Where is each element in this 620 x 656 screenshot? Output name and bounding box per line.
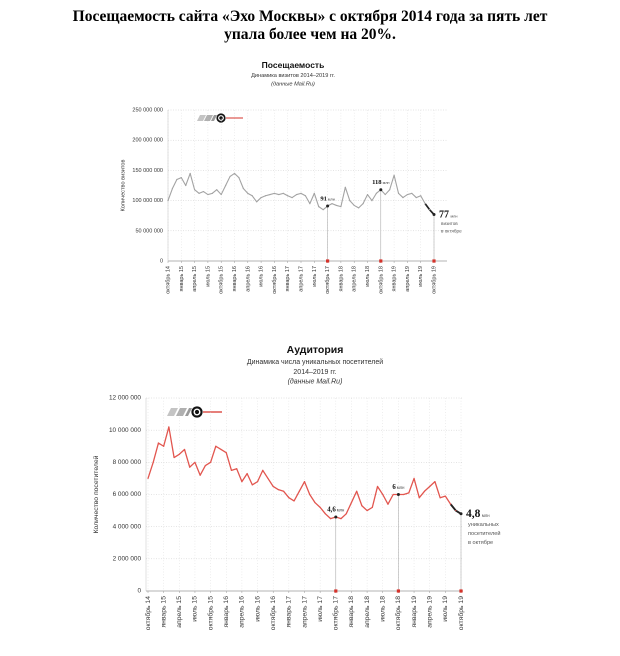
data-point: [163, 446, 164, 447]
chart-subtitle: (данные Mail.Ru): [287, 378, 343, 386]
data-point: [247, 473, 248, 474]
logo-stroke: [167, 408, 178, 416]
data-label-unit: млн: [481, 512, 490, 518]
data-point: [220, 449, 221, 450]
data-point: [205, 465, 206, 466]
data-point: [221, 194, 222, 195]
data-point: [299, 491, 300, 492]
data-label-value: 91: [320, 195, 327, 203]
y-tick-label: 100 000 000: [132, 198, 163, 205]
page-title-line-2: упала более чем на 20%.: [224, 26, 396, 43]
data-point: [320, 507, 321, 508]
data-point: [243, 188, 244, 189]
data-point: [408, 492, 409, 493]
data-point: [184, 449, 185, 450]
data-point: [207, 194, 208, 195]
data-point: [424, 491, 425, 492]
y-axis-title: Количество посетителей: [92, 455, 100, 534]
x-tick-label: октябрь 18: [395, 596, 403, 631]
y-tick-label: 6 000 000: [112, 491, 141, 499]
x-tick-label: октябрь 18: [378, 266, 385, 294]
data-label-caption: уникальных: [468, 521, 499, 528]
data-point: [198, 193, 199, 194]
data-point: [362, 203, 363, 204]
data-point: [189, 467, 190, 468]
page-title-line-1: Посещаемость сайта «Эхо Москвы» с октября 2014 года за пять лет: [72, 8, 548, 25]
data-point: [429, 209, 430, 210]
x-tick-label: октябрь 17: [325, 266, 332, 294]
data-point: [234, 173, 235, 174]
data-point: [241, 481, 242, 482]
series-line-emphasis: [425, 204, 434, 215]
x-tick-label: январь 19: [410, 596, 418, 628]
y-axis-title: Количество визитов: [120, 159, 127, 212]
data-point: [274, 193, 275, 194]
x-tick-label: январь 16: [223, 596, 231, 628]
data-point: [167, 200, 168, 201]
data-label-unit: млн: [396, 485, 405, 490]
data-point: [210, 462, 211, 463]
x-tick-label: июль 16: [258, 266, 265, 287]
data-point: [225, 185, 226, 186]
x-tick-label: апрель 19: [404, 266, 411, 292]
data-point: [385, 194, 386, 195]
data-point: [371, 200, 372, 201]
x-tick-label: апрель 15: [176, 596, 184, 628]
x-tick-label: апрель 17: [301, 596, 309, 628]
data-point: [236, 468, 237, 469]
data-point: [252, 484, 253, 485]
data-point: [288, 497, 289, 498]
x-tick-label: июль 16: [254, 596, 262, 622]
x-tick-label: июль 15: [191, 596, 199, 622]
data-point: [185, 185, 186, 186]
chart-title: Аудитория: [286, 344, 344, 356]
data-point: [434, 481, 435, 482]
data-point: [283, 193, 284, 194]
data-point: [203, 191, 204, 192]
data-point: [323, 209, 324, 210]
data-point: [325, 513, 326, 514]
data-label-value: 6: [392, 484, 396, 491]
data-point: [273, 486, 274, 487]
data-point: [173, 457, 174, 458]
data-point: [389, 189, 390, 190]
x-tick-label: январь 17: [285, 266, 292, 292]
chart-1: [120, 60, 462, 294]
chart-subtitle: Динамика визитов 2014–2019 гг.: [251, 73, 335, 79]
data-label-caption: визитов: [441, 220, 458, 226]
highlight-point: [379, 188, 382, 191]
y-tick-label: 12 000 000: [109, 394, 141, 402]
data-point: [153, 462, 154, 463]
data-point: [304, 481, 305, 482]
y-tick-label: 50 000 000: [135, 228, 163, 235]
y-tick-label: 200 000 000: [132, 137, 163, 144]
data-point: [190, 173, 191, 174]
x-tick-label: июль 17: [311, 266, 318, 287]
data-point: [340, 518, 341, 519]
data-point: [393, 494, 394, 495]
y-tick-label: 4 000 000: [112, 523, 141, 531]
data-point: [387, 504, 388, 505]
data-point: [287, 195, 288, 196]
highlight-point: [334, 516, 337, 519]
x-tick-label: октябрь 19: [431, 266, 438, 294]
data-point: [181, 177, 182, 178]
data-point: [429, 486, 430, 487]
data-label: [327, 507, 345, 514]
x-tick-label: октябрь 14: [144, 596, 152, 631]
data-point: [200, 475, 201, 476]
highlight-marker: [432, 259, 435, 262]
data-point: [300, 193, 301, 194]
highlight-marker: [459, 589, 462, 592]
x-tick-label: июль 19: [418, 266, 425, 287]
data-point: [425, 203, 426, 204]
highlight-marker: [397, 589, 400, 592]
data-label-unit: млн: [382, 181, 390, 186]
chart-subtitle: 2014–2019 гг.: [293, 368, 337, 376]
x-tick-label: июль 18: [364, 266, 371, 287]
data-point: [267, 478, 268, 479]
data-label-unit: млн: [450, 214, 458, 219]
data-point: [440, 497, 441, 498]
data-point: [212, 193, 213, 194]
chart-subtitle: Динамика числа уникальных посетителей: [246, 359, 384, 366]
x-tick-label: октябрь 16: [271, 266, 278, 294]
data-point: [398, 193, 399, 194]
highlight-point: [460, 512, 463, 515]
highlight-point: [433, 213, 436, 216]
x-tick-label: апрель 16: [245, 266, 252, 292]
data-label-caption: в октябре: [468, 539, 494, 546]
data-label: [372, 179, 389, 186]
data-point: [158, 442, 159, 443]
x-tick-label: июль 15: [205, 266, 212, 287]
data-point: [176, 179, 177, 180]
data-point: [179, 454, 180, 455]
chart-2: [92, 344, 501, 630]
data-point: [413, 478, 414, 479]
y-tick-label: 150 000 000: [132, 167, 163, 174]
data-point: [403, 494, 404, 495]
data-point: [445, 496, 446, 497]
highlight-marker: [379, 259, 382, 262]
chart-title: Посещаемость: [261, 60, 325, 70]
logo-stroke: [176, 408, 187, 416]
x-tick-label: октябрь 17: [332, 596, 340, 631]
x-tick-label: октябрь 15: [207, 596, 215, 631]
data-point: [331, 203, 332, 204]
data-point: [278, 194, 279, 195]
x-tick-label: январь 17: [285, 596, 293, 628]
data-point: [354, 205, 355, 206]
data-point: [229, 176, 230, 177]
data-point: [382, 494, 383, 495]
data-point: [314, 502, 315, 503]
data-point: [377, 486, 378, 487]
data-point: [358, 207, 359, 208]
data-label-value: 118: [372, 179, 382, 187]
data-point: [257, 481, 258, 482]
y-tick-label: 0: [159, 258, 163, 265]
data-point: [262, 470, 263, 471]
x-tick-label: январь 18: [348, 596, 356, 628]
data-point: [394, 175, 395, 176]
data-point: [419, 497, 420, 498]
data-point: [261, 197, 262, 198]
data-point: [356, 491, 357, 492]
x-tick-label: октябрь 19: [457, 596, 465, 631]
data-point: [269, 194, 270, 195]
data-point: [231, 470, 232, 471]
data-point: [305, 195, 306, 196]
data-label-value: 77: [439, 209, 449, 221]
highlight-marker: [334, 589, 337, 592]
data-point: [309, 494, 310, 495]
data-point: [411, 193, 412, 194]
x-tick-label: январь 16: [231, 266, 238, 292]
data-point: [372, 507, 373, 508]
data-label-caption: в октябре: [441, 228, 462, 234]
data-point: [361, 505, 362, 506]
y-tick-label: 0: [137, 587, 141, 595]
x-tick-label: октябрь 15: [218, 266, 225, 294]
x-tick-label: апрель 18: [351, 266, 358, 292]
data-point: [420, 195, 421, 196]
data-point: [407, 194, 408, 195]
data-label: [320, 196, 335, 203]
highlight-point: [397, 493, 400, 496]
data-point: [314, 193, 315, 194]
y-tick-label: 250 000 000: [132, 107, 163, 114]
data-point: [226, 452, 227, 453]
data-point: [340, 206, 341, 207]
data-point: [172, 188, 173, 189]
data-point: [238, 177, 239, 178]
data-point: [346, 513, 347, 514]
data-label: [466, 508, 490, 520]
data-point: [216, 189, 217, 190]
data-point: [283, 491, 284, 492]
data-point: [330, 518, 331, 519]
data-point: [367, 194, 368, 195]
data-point: [215, 446, 216, 447]
series-line-emphasis: [451, 504, 461, 514]
x-tick-label: январь 19: [391, 266, 398, 292]
x-tick-label: апрель 19: [426, 596, 434, 628]
data-point: [402, 197, 403, 198]
data-point: [194, 189, 195, 190]
highlight-point: [326, 205, 329, 208]
x-tick-label: апрель 17: [298, 266, 305, 292]
data-point: [336, 205, 337, 206]
data-point: [318, 206, 319, 207]
chart-subtitle: (данные Mail.Ru): [271, 81, 315, 88]
data-point: [265, 195, 266, 196]
x-tick-label: январь 18: [338, 266, 345, 292]
data-point: [293, 500, 294, 501]
x-tick-label: апрель 16: [238, 596, 246, 628]
echo-logo: [197, 113, 243, 122]
highlight-marker: [326, 259, 329, 262]
y-tick-label: 2 000 000: [112, 555, 141, 563]
data-label: [392, 484, 405, 491]
data-point: [455, 510, 456, 511]
data-point: [349, 200, 350, 201]
data-point: [450, 504, 451, 505]
x-tick-label: апрель 15: [192, 266, 199, 292]
y-tick-label: 10 000 000: [109, 426, 141, 434]
x-tick-label: январь 15: [160, 596, 168, 628]
x-tick-label: июль 18: [379, 596, 387, 622]
echo-logo: [167, 406, 222, 417]
x-tick-label: июль 19: [442, 596, 450, 622]
data-point: [351, 502, 352, 503]
data-point: [278, 489, 279, 490]
data-label-caption: посетителей: [468, 530, 501, 537]
data-label-unit: млн: [327, 197, 335, 202]
x-tick-label: июль 17: [316, 596, 324, 622]
data-point: [256, 201, 257, 202]
data-label-unit: млн: [336, 507, 345, 513]
data-point: [247, 193, 248, 194]
data-point: [376, 193, 377, 194]
data-point: [345, 187, 346, 188]
data-label-value: 4,6: [327, 506, 336, 514]
data-point: [296, 194, 297, 195]
x-tick-label: январь 15: [178, 266, 185, 292]
data-label: [439, 209, 457, 220]
data-point: [168, 426, 169, 427]
logo-ring-core: [195, 410, 199, 414]
data-point: [309, 203, 310, 204]
x-tick-label: октябрь 16: [269, 596, 277, 631]
data-point: [367, 510, 368, 511]
data-label-value: 4,8: [466, 507, 481, 520]
x-tick-label: октябрь 14: [165, 266, 172, 294]
x-tick-label: апрель 18: [363, 596, 371, 628]
data-point: [252, 195, 253, 196]
data-point: [147, 478, 148, 479]
y-tick-label: 8 000 000: [112, 459, 141, 467]
data-point: [292, 197, 293, 198]
data-point: [416, 197, 417, 198]
data-point: [194, 462, 195, 463]
